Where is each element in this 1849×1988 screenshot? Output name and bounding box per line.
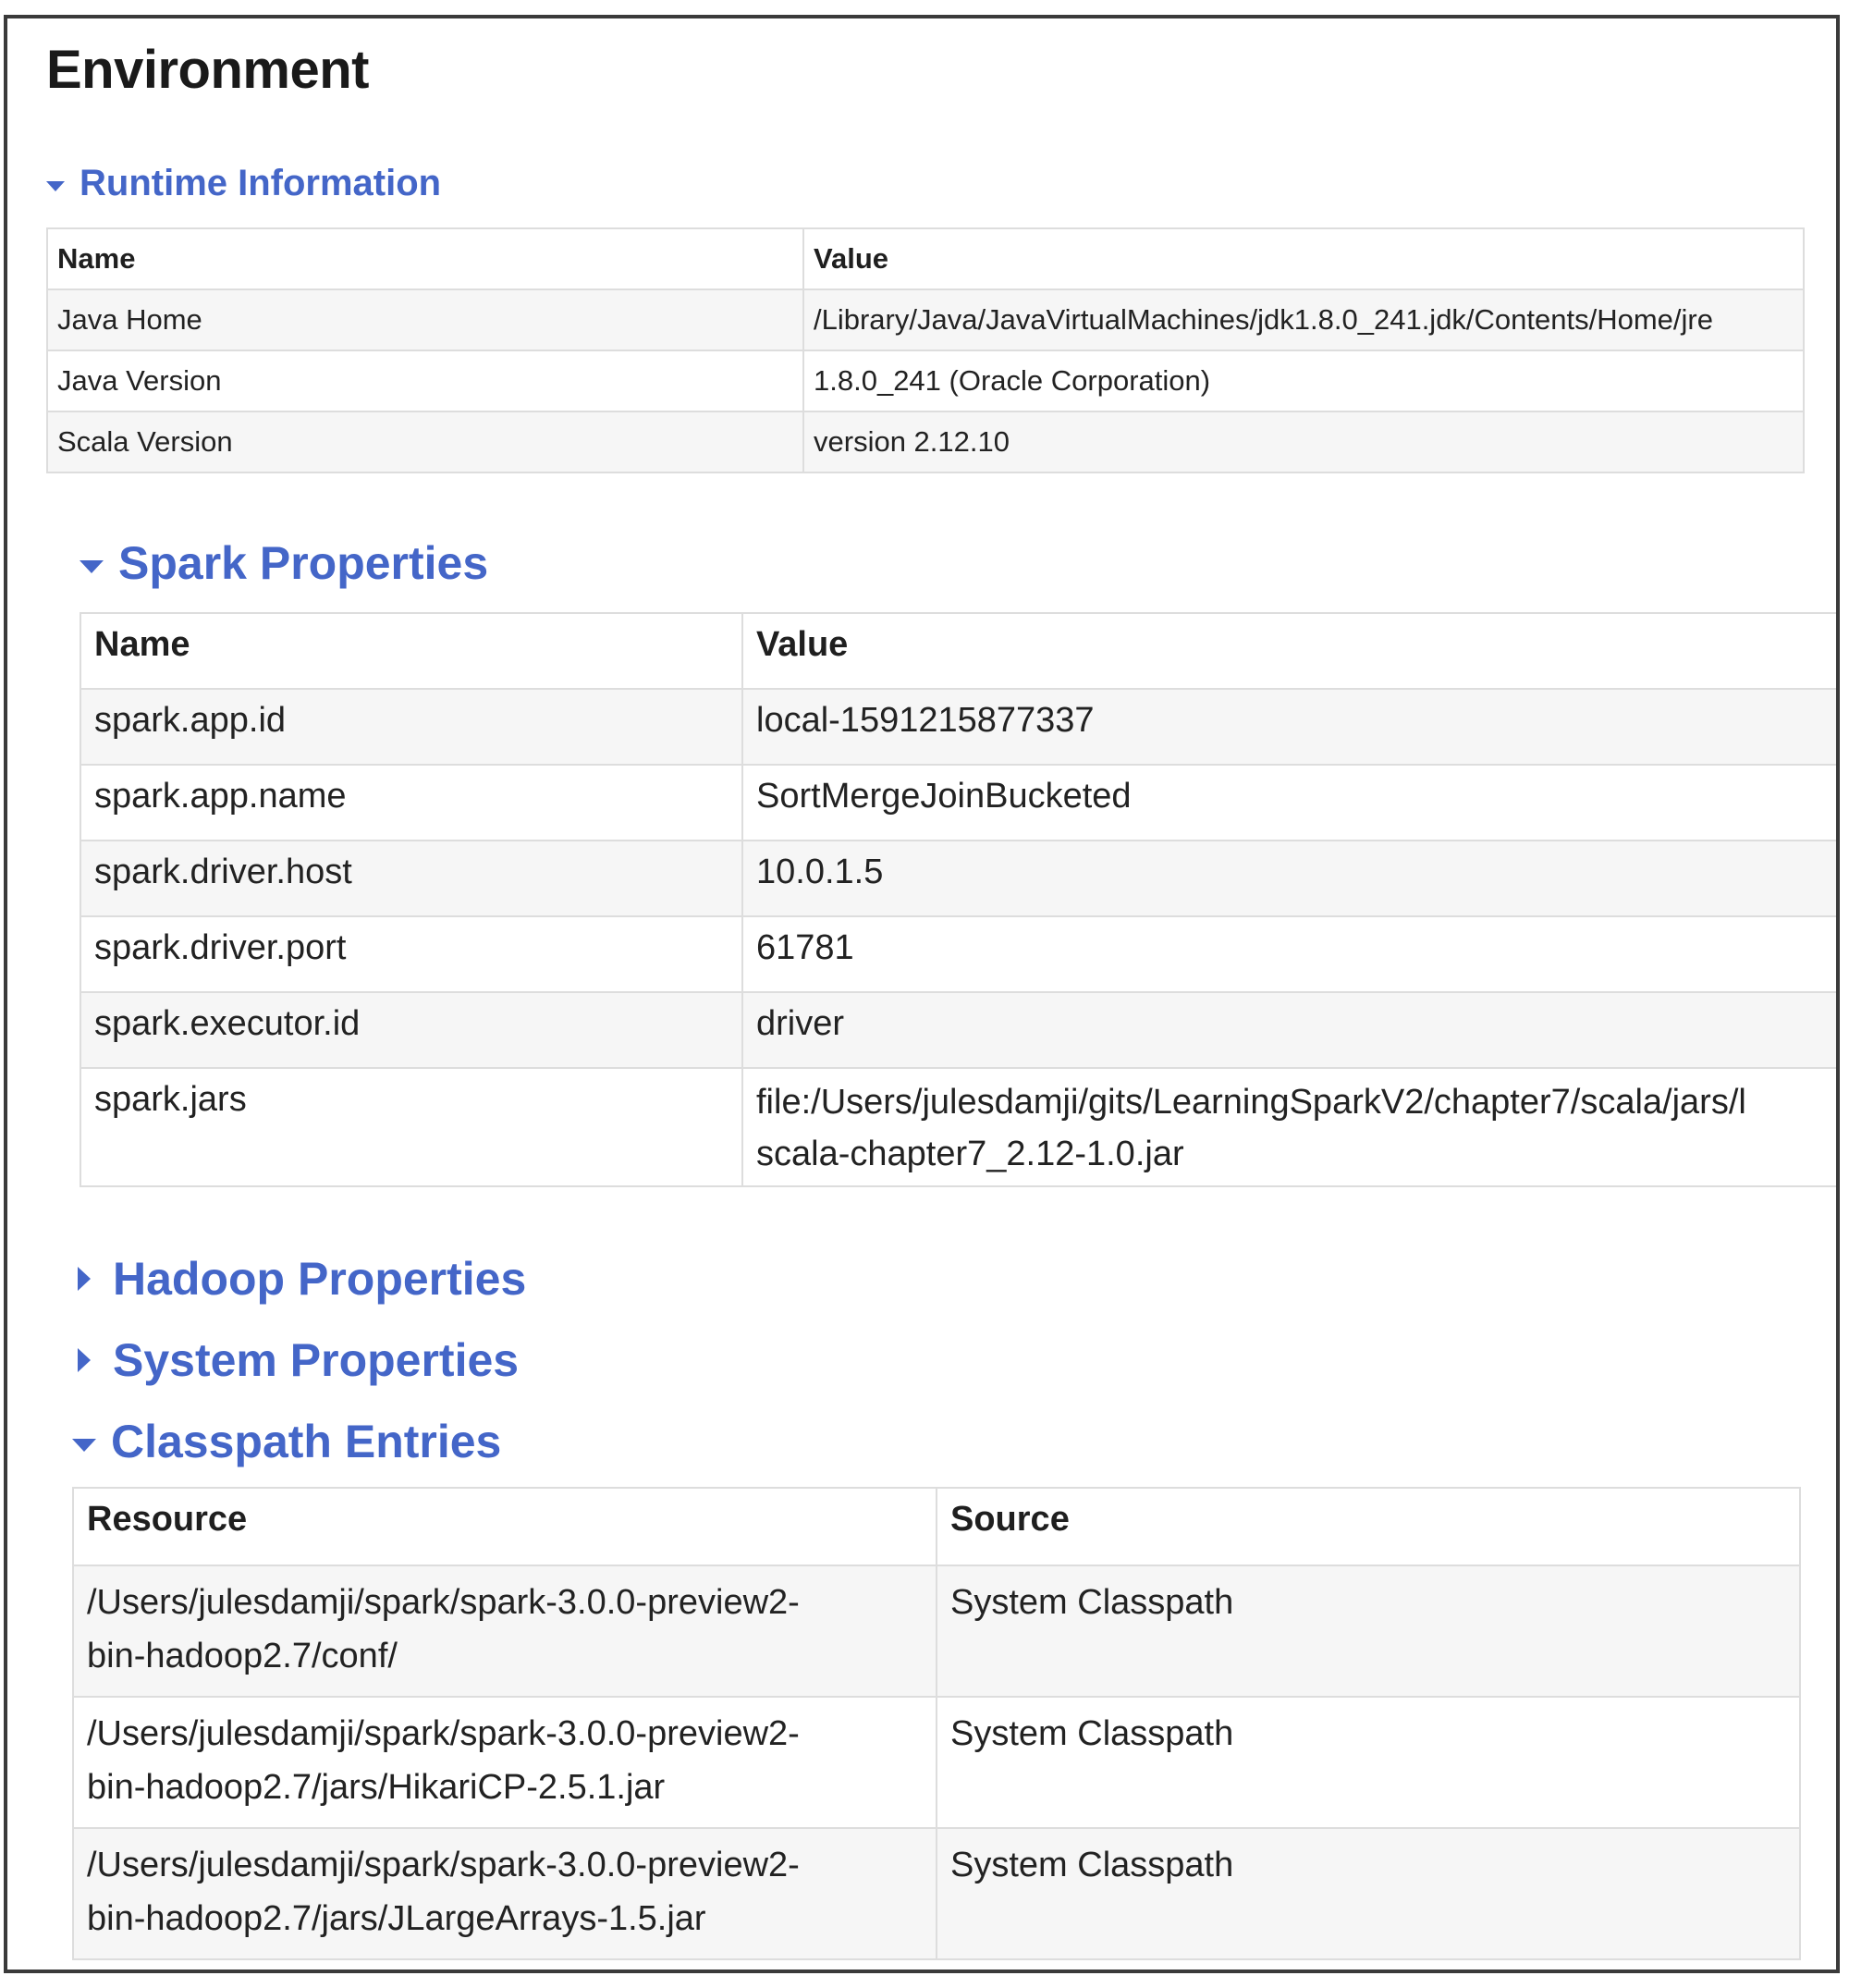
section-toggle-hadoop-properties[interactable]	[78, 1252, 526, 1306]
cell-resource-line: /Users/julesdamji/spark/spark-3.0.0-preview2-	[87, 1846, 800, 1884]
cell-value: version 2.12.10	[803, 411, 1804, 472]
cell-name: spark.driver.host	[80, 841, 742, 916]
section-toggle-system-properties[interactable]	[78, 1333, 519, 1387]
cell-value-line: scala-chapter7_2.12-1.0.jar	[756, 1135, 1184, 1173]
caret-down-icon	[72, 1439, 96, 1452]
section-title-system-properties: System Properties	[113, 1334, 520, 1386]
caret-right-icon	[78, 1348, 91, 1372]
table-row	[73, 1697, 1800, 1828]
cell-value	[742, 1068, 1837, 1186]
column-header-value[interactable]: Value	[803, 228, 1804, 289]
table-row	[80, 841, 1837, 916]
cell-name: Java Version	[47, 350, 803, 411]
page-title: Environment	[46, 40, 369, 100]
section-title-spark-properties: Spark Properties	[118, 537, 489, 589]
cell-value: 1.8.0_241 (Oracle Corporation)	[803, 350, 1804, 411]
cell-value-line: file:/Users/julesdamji/gits/LearningSparkV2/chapter7/scala/jars/l	[756, 1083, 1746, 1122]
column-header-value[interactable]: Value	[742, 613, 1837, 689]
cell-resource-line: /Users/julesdamji/spark/spark-3.0.0-preview2-	[87, 1714, 800, 1753]
table-fade	[46, 1195, 1803, 1204]
cell-resource-line: bin-hadoop2.7/conf/	[87, 1637, 398, 1675]
environment-page	[4, 15, 1840, 1973]
column-header-resource[interactable]: Resource	[73, 1488, 937, 1565]
cell-value: /Library/Java/JavaVirtualMachines/jdk1.8.0_241.jdk/Contents/Home/jre	[803, 289, 1804, 350]
cell-source: System Classpath	[937, 1565, 1800, 1697]
runtime-information-table	[46, 227, 1805, 473]
column-header-name[interactable]: Name	[80, 613, 742, 689]
cell-name: spark.jars	[80, 1068, 742, 1186]
table-row	[80, 992, 1837, 1068]
cell-value: driver	[742, 992, 1837, 1068]
classpath-entries-table	[72, 1487, 1801, 1960]
table-row	[47, 289, 1804, 350]
cell-resource	[73, 1697, 937, 1828]
cell-name: spark.executor.id	[80, 992, 742, 1068]
table-row	[80, 765, 1837, 841]
cell-name: spark.driver.port	[80, 916, 742, 992]
cell-name: Java Home	[47, 289, 803, 350]
cell-resource-line: /Users/julesdamji/spark/spark-3.0.0-preview2-	[87, 1583, 800, 1622]
cell-name: spark.app.name	[80, 765, 742, 841]
section-title-runtime-information: Runtime Information	[80, 163, 442, 203]
section-title-hadoop-properties: Hadoop Properties	[113, 1253, 527, 1305]
section-toggle-classpath-entries[interactable]	[72, 1415, 501, 1468]
cell-resource-line: bin-hadoop2.7/jars/HikariCP-2.5.1.jar	[87, 1768, 666, 1807]
caret-down-icon	[80, 560, 104, 573]
cell-name: spark.app.id	[80, 689, 742, 765]
cell-value: 10.0.1.5	[742, 841, 1837, 916]
cell-resource	[73, 1565, 937, 1697]
table-row	[80, 916, 1837, 992]
table-row	[80, 689, 1837, 765]
table-row	[80, 1068, 1837, 1186]
section-toggle-spark-properties[interactable]	[80, 536, 488, 590]
table-row	[47, 411, 1804, 472]
section-title-classpath-entries: Classpath Entries	[111, 1416, 502, 1467]
section-toggle-runtime-information[interactable]	[46, 163, 441, 204]
caret-down-icon	[46, 181, 65, 191]
caret-right-icon	[78, 1267, 91, 1291]
table-row	[47, 350, 1804, 411]
cell-resource	[73, 1828, 937, 1959]
table-row	[73, 1828, 1800, 1959]
cell-name: Scala Version	[47, 411, 803, 472]
column-header-name[interactable]: Name	[47, 228, 803, 289]
cell-value: local-1591215877337	[742, 689, 1837, 765]
cell-value: SortMergeJoinBucketed	[742, 765, 1837, 841]
table-row	[73, 1565, 1800, 1697]
cell-resource-line: bin-hadoop2.7/jars/JLargeArrays-1.5.jar	[87, 1899, 706, 1938]
spark-properties-table	[80, 612, 1838, 1187]
column-header-source[interactable]: Source	[937, 1488, 1800, 1565]
cell-source: System Classpath	[937, 1697, 1800, 1828]
cell-value: 61781	[742, 916, 1837, 992]
cell-source: System Classpath	[937, 1828, 1800, 1959]
